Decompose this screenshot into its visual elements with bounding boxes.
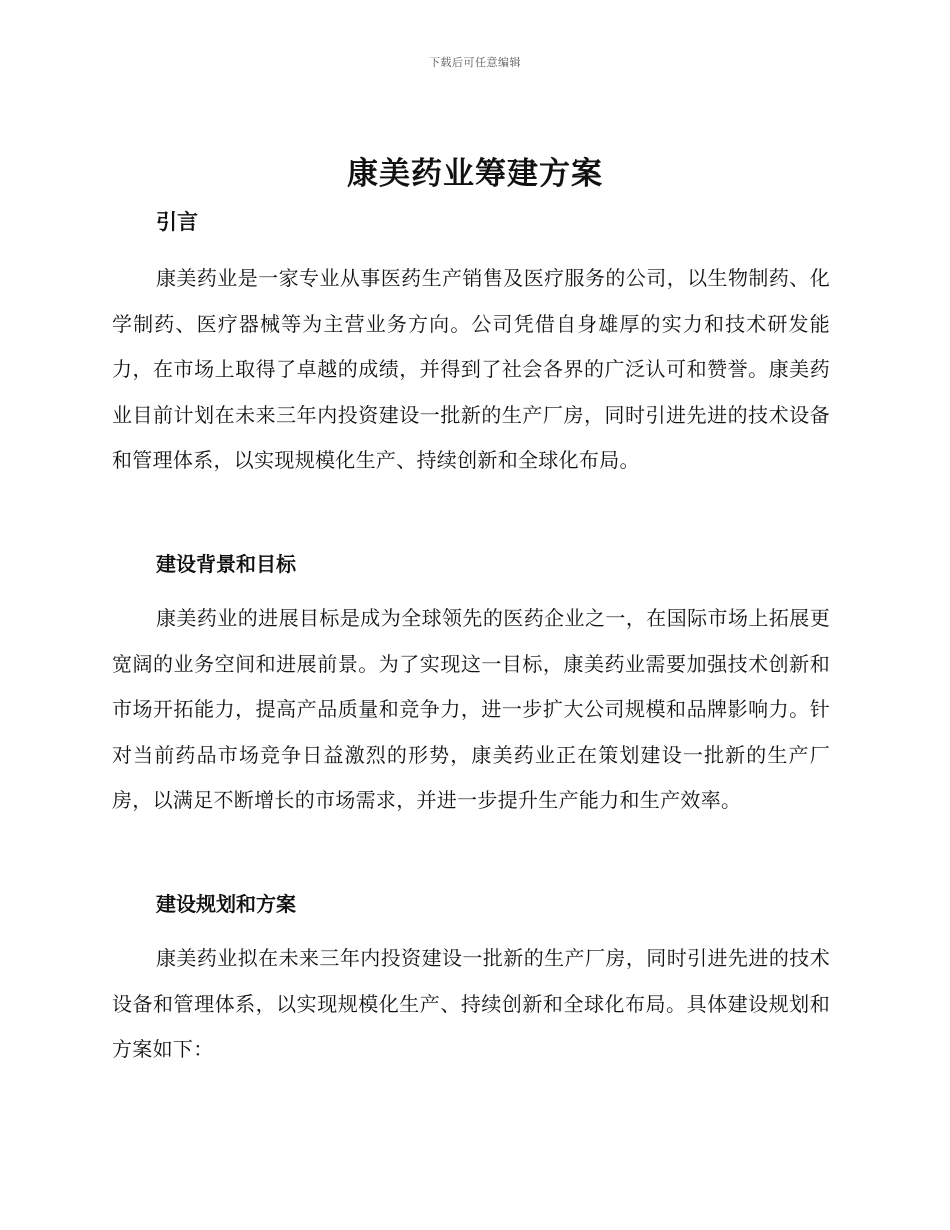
section-heading-plan: 建设规划和方案: [156, 892, 296, 916]
document-title: 康美药业筹建方案: [347, 156, 603, 192]
paragraph-background: 康美药业的进展目标是成为全球领先的医药企业之一，在国际市场上拓展更宽阔的业务空间和进展前景。为了实现这一目标，康美药业需要加强技术创新和市场开拓能力，提高产品质量和竞争力，进一步扩大公司规模和品牌影响力。针对当前药品市场竞争日益激烈的形势，康美药业正在策划建设一批新的生产厂房，以满足不断增长的市场需求，并进一步提升生产能力和生产效率。: [112, 606, 830, 812]
section-heading-background: 建设背景和目标: [156, 552, 296, 576]
paragraph-plan: 康美药业拟在未来三年内投资建设一批新的生产厂房，同时引进先进的技术设备和管理体系，以实现规模化生产、持续创新和全球化布局。具体建设规划和方案如下：: [112, 946, 830, 1061]
section-heading-intro: 引言: [156, 210, 198, 234]
section-body-plan: [112, 936, 830, 1073]
header-note: 下载后可任意编辑: [429, 56, 521, 69]
paragraph-intro: 康美药业是一家专业从事医药生产销售及医疗服务的公司，以生物制药、化学制药、医疗器械等为主营业务方向。公司凭借自身雄厚的实力和技术研发能力，在市场上取得了卓越的成绩，并得到了社会各界的广泛认可和赞誉。康美药业目前计划在未来三年内投资建设一批新的生产厂房，同时引进先进的技术设备和管理体系，以实现规模化生产、持续创新和全球化布局。: [112, 266, 830, 472]
section-body-background: [112, 596, 830, 824]
section-body-intro: [112, 256, 830, 484]
